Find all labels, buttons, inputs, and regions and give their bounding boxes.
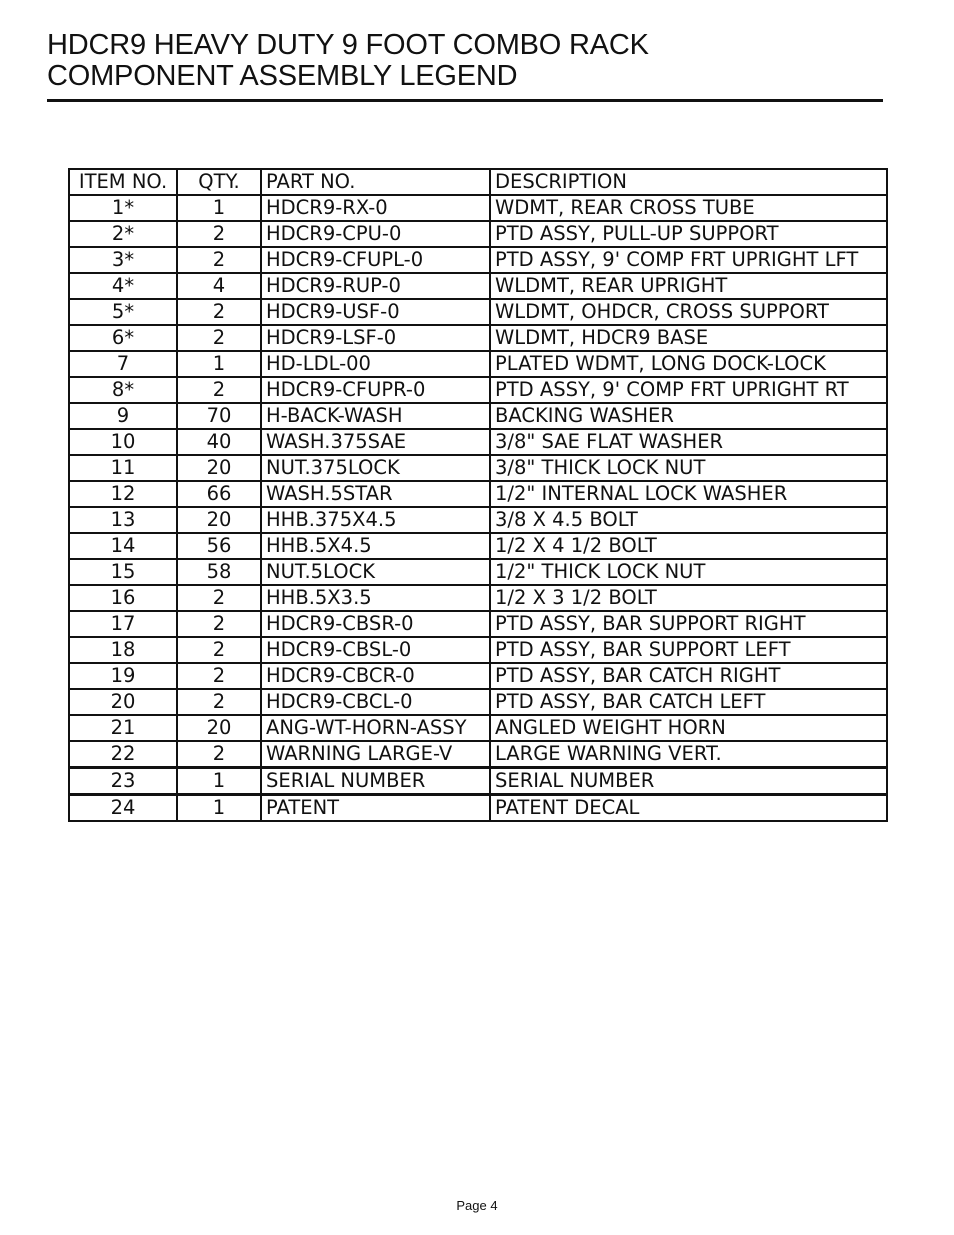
cell-part-no: HDCR9-RX-0 (261, 195, 490, 221)
table-row (69, 663, 887, 689)
cell-qty: 2 (177, 299, 261, 325)
cell-description: BACKING WASHER (490, 403, 887, 429)
table-row (69, 741, 887, 768)
cell-description: ANGLED WEIGHT HORN (490, 715, 887, 741)
table-row (69, 715, 887, 741)
cell-qty: 2 (177, 741, 261, 768)
cell-description: 1/2 X 4 1/2 BOLT (490, 533, 887, 559)
cell-part-no: HDCR9-LSF-0 (261, 325, 490, 351)
cell-item-no: 1* (69, 195, 177, 221)
table-row (69, 403, 887, 429)
table-row (69, 637, 887, 663)
cell-qty: 2 (177, 377, 261, 403)
cell-part-no: PATENT (261, 795, 490, 822)
cell-description: PTD ASSY, 9' COMP FRT UPRIGHT LFT (490, 247, 887, 273)
cell-item-no: 24 (69, 795, 177, 822)
cell-qty: 56 (177, 533, 261, 559)
header-part-no: PART NO. (261, 169, 490, 195)
table-row (69, 351, 887, 377)
cell-description: PTD ASSY, 9' COMP FRT UPRIGHT RT (490, 377, 887, 403)
cell-description: WLDMT, REAR UPRIGHT (490, 273, 887, 299)
cell-description: 3/8" SAE FLAT WASHER (490, 429, 887, 455)
cell-item-no: 11 (69, 455, 177, 481)
cell-description: WLDMT, OHDCR, CROSS SUPPORT (490, 299, 887, 325)
cell-qty: 1 (177, 768, 261, 795)
cell-item-no: 6* (69, 325, 177, 351)
table-header-row (69, 169, 887, 195)
cell-qty: 4 (177, 273, 261, 299)
cell-item-no: 15 (69, 559, 177, 585)
cell-qty: 40 (177, 429, 261, 455)
table-row (69, 455, 887, 481)
table-row (69, 585, 887, 611)
cell-description: PATENT DECAL (490, 795, 887, 822)
cell-item-no: 10 (69, 429, 177, 455)
cell-qty: 2 (177, 325, 261, 351)
cell-part-no: WASH.375SAE (261, 429, 490, 455)
cell-item-no: 5* (69, 299, 177, 325)
table-row (69, 507, 887, 533)
table-row (69, 611, 887, 637)
table-row (69, 221, 887, 247)
table-row (69, 689, 887, 715)
cell-description: 1/2 X 3 1/2 BOLT (490, 585, 887, 611)
title-underline (47, 99, 883, 102)
cell-part-no: HDCR9-CBCL-0 (261, 689, 490, 715)
cell-description: PTD ASSY, BAR SUPPORT LEFT (490, 637, 887, 663)
cell-part-no: NUT.5LOCK (261, 559, 490, 585)
cell-description: PTD ASSY, BAR SUPPORT RIGHT (490, 611, 887, 637)
cell-description: 1/2" INTERNAL LOCK WASHER (490, 481, 887, 507)
cell-part-no: HDCR9-CFUPR-0 (261, 377, 490, 403)
cell-item-no: 23 (69, 768, 177, 795)
title-line-1: HDCR9 HEAVY DUTY 9 FOOT COMBO RACK (47, 29, 649, 61)
cell-item-no: 9 (69, 403, 177, 429)
header-description: DESCRIPTION (490, 169, 887, 195)
cell-description: WDMT, REAR CROSS TUBE (490, 195, 887, 221)
cell-qty: 20 (177, 507, 261, 533)
cell-part-no: WASH.5STAR (261, 481, 490, 507)
cell-item-no: 18 (69, 637, 177, 663)
table-row (69, 429, 887, 455)
cell-qty: 2 (177, 663, 261, 689)
cell-qty: 2 (177, 247, 261, 273)
cell-part-no: HDCR9-CPU-0 (261, 221, 490, 247)
cell-description: 1/2" THICK LOCK NUT (490, 559, 887, 585)
cell-qty: 20 (177, 715, 261, 741)
cell-part-no: HDCR9-CBSR-0 (261, 611, 490, 637)
cell-qty: 1 (177, 195, 261, 221)
cell-part-no: SERIAL NUMBER (261, 768, 490, 795)
cell-part-no: HDCR9-USF-0 (261, 299, 490, 325)
page-number: Page 4 (456, 1198, 498, 1213)
table-row (69, 768, 887, 795)
cell-part-no: HD-LDL-00 (261, 351, 490, 377)
cell-part-no: HHB.5X3.5 (261, 585, 490, 611)
cell-qty: 2 (177, 221, 261, 247)
cell-item-no: 21 (69, 715, 177, 741)
cell-qty: 1 (177, 795, 261, 822)
cell-part-no: H-BACK-WASH (261, 403, 490, 429)
cell-item-no: 14 (69, 533, 177, 559)
cell-item-no: 20 (69, 689, 177, 715)
cell-part-no: HHB.5X4.5 (261, 533, 490, 559)
cell-item-no: 4* (69, 273, 177, 299)
cell-item-no: 7 (69, 351, 177, 377)
cell-qty: 66 (177, 481, 261, 507)
cell-item-no: 2* (69, 221, 177, 247)
table-row (69, 377, 887, 403)
cell-part-no: WARNING LARGE-V (261, 741, 490, 768)
cell-description: WLDMT, HDCR9 BASE (490, 325, 887, 351)
cell-description: PLATED WDMT, LONG DOCK-LOCK (490, 351, 887, 377)
cell-item-no: 17 (69, 611, 177, 637)
table-row (69, 559, 887, 585)
cell-qty: 1 (177, 351, 261, 377)
cell-qty: 20 (177, 455, 261, 481)
cell-part-no: HHB.375X4.5 (261, 507, 490, 533)
cell-item-no: 13 (69, 507, 177, 533)
cell-qty: 2 (177, 611, 261, 637)
cell-part-no: HDCR9-CBSL-0 (261, 637, 490, 663)
page-title (47, 30, 649, 92)
title-line-2: COMPONENT ASSEMBLY LEGEND (47, 60, 518, 92)
cell-qty: 2 (177, 637, 261, 663)
cell-qty: 2 (177, 689, 261, 715)
cell-description: 3/8 X 4.5 BOLT (490, 507, 887, 533)
component-legend-table (68, 168, 888, 822)
cell-qty: 58 (177, 559, 261, 585)
cell-item-no: 12 (69, 481, 177, 507)
cell-part-no: NUT.375LOCK (261, 455, 490, 481)
table-row (69, 247, 887, 273)
table-row (69, 299, 887, 325)
cell-description: LARGE WARNING VERT. (490, 741, 887, 768)
table-row (69, 195, 887, 221)
cell-qty: 2 (177, 585, 261, 611)
cell-qty: 70 (177, 403, 261, 429)
cell-description: 3/8" THICK LOCK NUT (490, 455, 887, 481)
table-row (69, 325, 887, 351)
cell-description: PTD ASSY, PULL-UP SUPPORT (490, 221, 887, 247)
table-row (69, 795, 887, 822)
cell-item-no: 8* (69, 377, 177, 403)
cell-description: PTD ASSY, BAR CATCH LEFT (490, 689, 887, 715)
legend-table-body (69, 169, 887, 821)
cell-description: SERIAL NUMBER (490, 768, 887, 795)
cell-item-no: 3* (69, 247, 177, 273)
table-row (69, 481, 887, 507)
cell-part-no: HDCR9-CFUPL-0 (261, 247, 490, 273)
cell-item-no: 16 (69, 585, 177, 611)
cell-part-no: ANG-WT-HORN-ASSY (261, 715, 490, 741)
header-qty: QTY. (177, 169, 261, 195)
header-item-no: ITEM NO. (69, 169, 177, 195)
cell-item-no: 22 (69, 741, 177, 768)
cell-part-no: HDCR9-RUP-0 (261, 273, 490, 299)
table-row (69, 533, 887, 559)
cell-item-no: 19 (69, 663, 177, 689)
table-row (69, 273, 887, 299)
cell-description: PTD ASSY, BAR CATCH RIGHT (490, 663, 887, 689)
cell-part-no: HDCR9-CBCR-0 (261, 663, 490, 689)
